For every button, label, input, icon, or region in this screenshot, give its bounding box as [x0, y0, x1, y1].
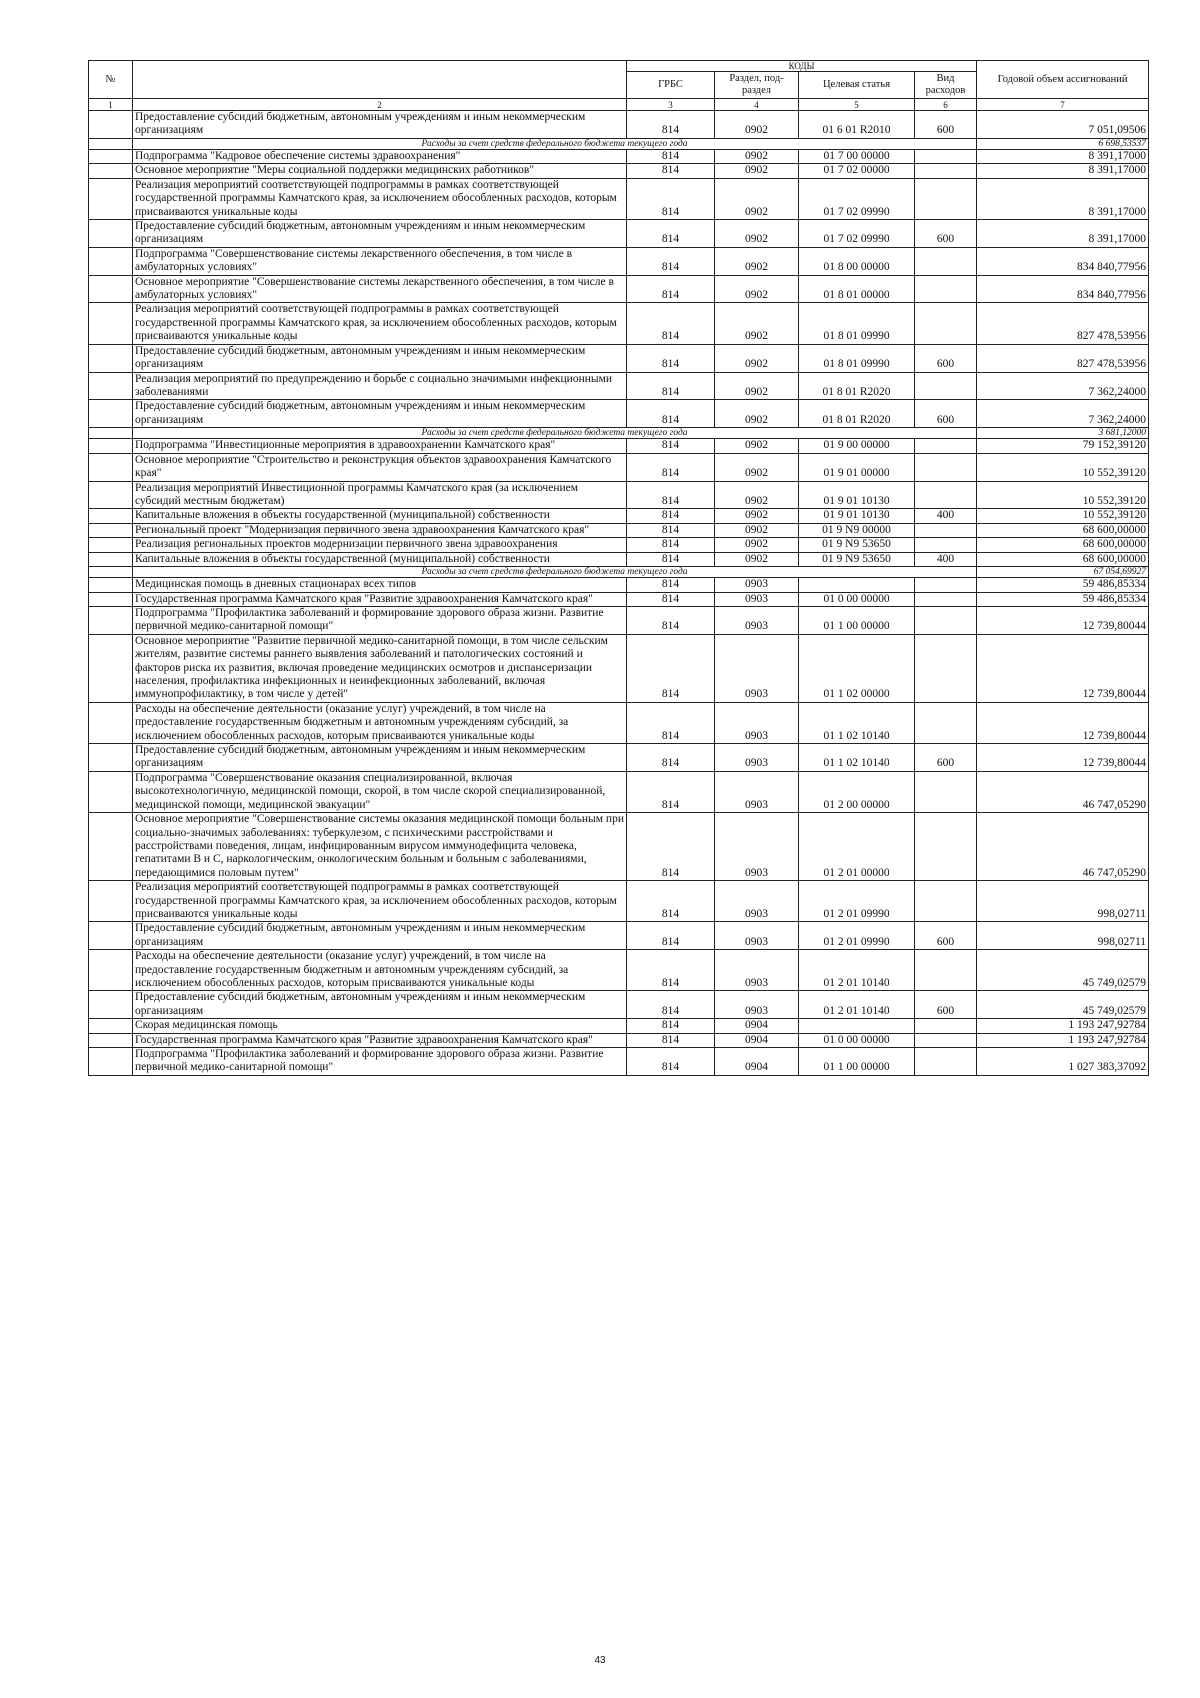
cell-target: 01 2 01 10140 [799, 991, 915, 1019]
cell-vid: 400 [915, 552, 977, 566]
cell-grbs: 814 [627, 303, 715, 344]
cell-vid [915, 178, 977, 219]
cell-name: Основное мероприятие "Совершенствование системы лекарственного обеспечения, в том числе в амбулаторных условиях" [133, 275, 627, 303]
cell-name: Скорая медицинская помощь [133, 1019, 627, 1033]
cell-grbs: 814 [627, 1048, 715, 1076]
cell-grbs: 814 [627, 578, 715, 592]
cell-num [89, 111, 133, 139]
cell-sum: 67 054,69927 [977, 567, 1149, 578]
cell-grbs: 814 [627, 881, 715, 922]
cell-grbs: 814 [627, 344, 715, 372]
header-razdel: Раздел, под-раздел [715, 72, 799, 99]
cell-target: 01 8 00 00000 [799, 247, 915, 275]
cell-name: Расходы за счет средств федерального бюджета текущего года [133, 138, 977, 149]
header-celevaya: Целевая статья [799, 72, 915, 99]
cell-target: 01 9 N9 53650 [799, 552, 915, 566]
cell-target: 01 8 01 R2020 [799, 400, 915, 428]
table-row [89, 439, 1149, 453]
cell-grbs: 814 [627, 950, 715, 991]
cell-name: Предоставление субсидий бюджетным, автономным учреждениям и иным некоммерческим организациям [133, 220, 627, 248]
colnum: 4 [715, 99, 799, 111]
table-row [89, 881, 1149, 922]
cell-target: 01 1 02 00000 [799, 634, 915, 702]
cell-vid [915, 702, 977, 743]
cell-razdel: 0902 [715, 275, 799, 303]
cell-vid: 600 [915, 991, 977, 1019]
cell-razdel: 0902 [715, 178, 799, 219]
cell-razdel: 0902 [715, 372, 799, 400]
cell-grbs: 814 [627, 702, 715, 743]
cell-name: Реализация мероприятий соответствующей подпрограммы в рамках соответствующей государственной программы Камчатского края, за исключением обособленных расходов, которым присваиваются уникальные коды [133, 881, 627, 922]
header-volume: Годовой объем ассигнований [977, 61, 1149, 99]
cell-razdel: 0903 [715, 881, 799, 922]
cell-num [89, 453, 133, 481]
cell-name: Подпрограмма "Совершенствование системы лекарственного обеспечения, в том числе в амбулаторных условиях" [133, 247, 627, 275]
cell-num [89, 1048, 133, 1076]
cell-target: 01 9 00 00000 [799, 439, 915, 453]
cell-razdel: 0903 [715, 950, 799, 991]
table-row [89, 607, 1149, 635]
cell-num [89, 592, 133, 606]
table-row [89, 164, 1149, 178]
cell-sum: 834 840,77956 [977, 275, 1149, 303]
cell-vid [915, 592, 977, 606]
table-row [89, 275, 1149, 303]
cell-vid [915, 453, 977, 481]
cell-name: Региональный проект "Модернизация первичного звена здравоохранения Камчатского края" [133, 523, 627, 537]
table-row [89, 592, 1149, 606]
cell-grbs: 814 [627, 922, 715, 950]
cell-name: Основное мероприятие "Строительство и реконструкция объектов здравоохранения Камчатского края" [133, 453, 627, 481]
cell-sum: 68 600,00000 [977, 552, 1149, 566]
cell-sum: 7 051,09506 [977, 111, 1149, 139]
budget-table-sheet [88, 60, 1148, 1076]
cell-sum: 12 739,80044 [977, 607, 1149, 635]
cell-target: 01 2 01 00000 [799, 813, 915, 881]
cell-grbs: 814 [627, 220, 715, 248]
cell-grbs: 814 [627, 439, 715, 453]
table-row [89, 303, 1149, 344]
cell-sum: 46 747,05290 [977, 813, 1149, 881]
cell-name: Реализация региональных проектов модернизации первичного звена здравоохранения [133, 538, 627, 552]
cell-num [89, 881, 133, 922]
cell-name: Подпрограмма "Совершенствование оказания специализированной, включая высокотехнологичную, медицинской помощи, скорой, в том числе скорой специализированной, медицинской помощи, медицинской эвакуации" [133, 771, 627, 812]
cell-num [89, 509, 133, 523]
cell-target: 01 7 02 09990 [799, 220, 915, 248]
cell-target: 01 9 01 10130 [799, 481, 915, 509]
cell-name: Основное мероприятие "Развитие первичной медико-санитарной помощи, в том числе сельским жителям, развитие системы раннего выявления заболеваний и патологических состояний и факторов риска их развития, включая проведение медицинских осмотров и диспансеризации населения, профилактика инфекционных и неинфекционных заболеваний, включая иммунопрофилактику, в том числе у детей" [133, 634, 627, 702]
cell-vid [915, 1048, 977, 1076]
cell-target: 01 1 02 10140 [799, 744, 915, 772]
table-row [89, 372, 1149, 400]
cell-razdel: 0903 [715, 592, 799, 606]
cell-vid: 400 [915, 509, 977, 523]
table-row [89, 538, 1149, 552]
header-name [133, 61, 627, 99]
cell-sum: 12 739,80044 [977, 744, 1149, 772]
cell-razdel: 0902 [715, 150, 799, 164]
cell-name: Подпрограмма "Профилактика заболеваний и формирование здорового образа жизни. Развитие первичной медико-санитарной помощи" [133, 1048, 627, 1076]
cell-name: Государственная программа Камчатского края "Развитие здравоохранения Камчатского края" [133, 1033, 627, 1047]
cell-name: Предоставление субсидий бюджетным, автономным учреждениям и иным некоммерческим организациям [133, 991, 627, 1019]
cell-razdel: 0902 [715, 453, 799, 481]
colnum: 5 [799, 99, 915, 111]
cell-name: Реализация мероприятий по предупреждению и борьбе с социально значимыми инфекционными заболеваниями [133, 372, 627, 400]
cell-razdel: 0902 [715, 481, 799, 509]
cell-target: 01 6 01 R2010 [799, 111, 915, 139]
cell-sum: 10 552,39120 [977, 481, 1149, 509]
cell-target: 01 7 02 00000 [799, 164, 915, 178]
cell-target: 01 8 01 09990 [799, 344, 915, 372]
cell-target: 01 2 01 09990 [799, 922, 915, 950]
cell-razdel: 0902 [715, 220, 799, 248]
cell-razdel: 0902 [715, 247, 799, 275]
cell-vid: 600 [915, 922, 977, 950]
colnum: 1 [89, 99, 133, 111]
cell-num [89, 150, 133, 164]
colnum: 7 [977, 99, 1149, 111]
cell-num [89, 1019, 133, 1033]
cell-num [89, 922, 133, 950]
cell-vid [915, 1019, 977, 1033]
cell-sum: 79 152,39120 [977, 439, 1149, 453]
cell-name: Капитальные вложения в объекты государственной (муниципальной) собственности [133, 552, 627, 566]
cell-razdel: 0902 [715, 552, 799, 566]
cell-vid: 600 [915, 220, 977, 248]
cell-sum: 8 391,17000 [977, 164, 1149, 178]
cell-sum: 45 749,02579 [977, 991, 1149, 1019]
cell-razdel: 0902 [715, 523, 799, 537]
cell-target: 01 1 00 00000 [799, 1048, 915, 1076]
table-row [89, 150, 1149, 164]
cell-razdel: 0904 [715, 1033, 799, 1047]
cell-num [89, 744, 133, 772]
cell-name: Предоставление субсидий бюджетным, автономным учреждениям и иным некоммерческим организациям [133, 400, 627, 428]
cell-name: Основное мероприятие "Совершенствование системы оказания медицинской помощи больным при социально-значимых заболеваниях: туберкулезом, с психическими расстройствами и расстройствами поведения, лицам, инфицированным вирусом иммунодефицита человека, гепатитами B и C, наркологическим, онкологическим больным и больным с заболеваниями, передающимися половым путем" [133, 813, 627, 881]
cell-vid [915, 813, 977, 881]
table-row [89, 702, 1149, 743]
cell-sum: 3 681,12000 [977, 428, 1149, 439]
table-subrow-federal [89, 138, 1149, 149]
cell-grbs: 814 [627, 275, 715, 303]
cell-sum: 10 552,39120 [977, 453, 1149, 481]
cell-num [89, 702, 133, 743]
cell-razdel: 0902 [715, 509, 799, 523]
header-vid: Вид расходов [915, 72, 977, 99]
cell-num [89, 220, 133, 248]
cell-vid [915, 150, 977, 164]
cell-grbs: 814 [627, 481, 715, 509]
cell-razdel: 0903 [715, 702, 799, 743]
colnum: 2 [133, 99, 627, 111]
cell-sum: 827 478,53956 [977, 344, 1149, 372]
cell-sum: 1 193 247,92784 [977, 1019, 1149, 1033]
table-row [89, 813, 1149, 881]
cell-vid: 600 [915, 344, 977, 372]
cell-target: 01 9 N9 00000 [799, 523, 915, 537]
cell-num [89, 538, 133, 552]
table-row [89, 1033, 1149, 1047]
cell-razdel: 0903 [715, 634, 799, 702]
table-row [89, 634, 1149, 702]
cell-razdel: 0903 [715, 607, 799, 635]
table-row [89, 578, 1149, 592]
cell-vid [915, 439, 977, 453]
table-subrow-federal [89, 428, 1149, 439]
cell-grbs: 814 [627, 247, 715, 275]
table-body [89, 111, 1149, 1076]
cell-vid [915, 950, 977, 991]
cell-target: 01 9 01 10130 [799, 509, 915, 523]
cell-num [89, 567, 133, 578]
cell-razdel: 0903 [715, 771, 799, 812]
cell-num [89, 303, 133, 344]
table-row [89, 247, 1149, 275]
cell-grbs: 814 [627, 813, 715, 881]
cell-target: 01 8 01 R2020 [799, 372, 915, 400]
cell-vid [915, 247, 977, 275]
cell-sum: 68 600,00000 [977, 523, 1149, 537]
cell-grbs: 814 [627, 453, 715, 481]
cell-grbs: 814 [627, 744, 715, 772]
cell-name: Основное мероприятие "Меры социальной поддержки медицинских работников" [133, 164, 627, 178]
cell-num [89, 344, 133, 372]
cell-num [89, 275, 133, 303]
cell-name: Расходы на обеспечение деятельности (оказание услуг) учреждений, в том числе на предоставление государственным бюджетным и автономным учреждениям субсидий, за исключением обособленных расходов, которым присваиваются уникальные коды [133, 950, 627, 991]
cell-grbs: 814 [627, 538, 715, 552]
cell-razdel: 0902 [715, 538, 799, 552]
cell-vid [915, 538, 977, 552]
cell-razdel: 0904 [715, 1048, 799, 1076]
cell-vid [915, 523, 977, 537]
cell-num [89, 428, 133, 439]
cell-name: Капитальные вложения в объекты государственной (муниципальной) собственности [133, 509, 627, 523]
cell-target: 01 9 N9 53650 [799, 538, 915, 552]
cell-grbs: 814 [627, 1019, 715, 1033]
table-subrow-federal [89, 567, 1149, 578]
cell-sum: 8 391,17000 [977, 178, 1149, 219]
cell-num [89, 400, 133, 428]
header-num: № [89, 61, 133, 99]
cell-sum: 834 840,77956 [977, 247, 1149, 275]
cell-vid [915, 372, 977, 400]
cell-num [89, 771, 133, 812]
cell-target: 01 8 01 09990 [799, 303, 915, 344]
cell-num [89, 607, 133, 635]
header-grbs: ГРБС [627, 72, 715, 99]
cell-target [799, 1019, 915, 1033]
cell-sum: 8 391,17000 [977, 220, 1149, 248]
cell-vid [915, 607, 977, 635]
cell-grbs: 814 [627, 400, 715, 428]
cell-num [89, 481, 133, 509]
cell-grbs: 814 [627, 634, 715, 702]
cell-razdel: 0903 [715, 922, 799, 950]
cell-sum: 10 552,39120 [977, 509, 1149, 523]
table-row [89, 509, 1149, 523]
cell-vid [915, 771, 977, 812]
cell-razdel: 0903 [715, 991, 799, 1019]
cell-target: 01 8 01 00000 [799, 275, 915, 303]
cell-name: Реализация мероприятий соответствующей подпрограммы в рамках соответствующей государственной программы Камчатского края, за исключением обособленных расходов, которым присваиваются уникальные коды [133, 178, 627, 219]
cell-target: 01 1 02 10140 [799, 702, 915, 743]
cell-grbs: 814 [627, 592, 715, 606]
cell-sum: 1 193 247,92784 [977, 1033, 1149, 1047]
cell-grbs: 814 [627, 111, 715, 139]
cell-grbs: 814 [627, 607, 715, 635]
cell-name: Предоставление субсидий бюджетным, автономным учреждениям и иным некоммерческим организациям [133, 344, 627, 372]
cell-vid [915, 481, 977, 509]
cell-sum: 8 391,17000 [977, 150, 1149, 164]
cell-razdel: 0902 [715, 400, 799, 428]
cell-vid [915, 275, 977, 303]
cell-num [89, 552, 133, 566]
cell-target: 01 2 01 09990 [799, 881, 915, 922]
cell-num [89, 164, 133, 178]
table-header [89, 61, 1149, 111]
table-row [89, 1048, 1149, 1076]
cell-name: Предоставление субсидий бюджетным, автономным учреждениям и иным некоммерческим организациям [133, 744, 627, 772]
budget-table [88, 60, 1149, 1076]
table-row [89, 344, 1149, 372]
cell-razdel: 0904 [715, 1019, 799, 1033]
cell-razdel: 0903 [715, 813, 799, 881]
cell-target: 01 7 02 09990 [799, 178, 915, 219]
cell-target: 01 9 01 00000 [799, 453, 915, 481]
cell-name: Предоставление субсидий бюджетным, автономным учреждениям и иным некоммерческим организациям [133, 922, 627, 950]
cell-num [89, 578, 133, 592]
cell-grbs: 814 [627, 164, 715, 178]
cell-name: Расходы за счет средств федерального бюджета текущего года [133, 428, 977, 439]
cell-name: Предоставление субсидий бюджетным, автономным учреждениям и иным некоммерческим организациям [133, 111, 627, 139]
cell-razdel: 0902 [715, 439, 799, 453]
cell-razdel: 0902 [715, 344, 799, 372]
cell-sum: 45 749,02579 [977, 950, 1149, 991]
table-row [89, 220, 1149, 248]
cell-grbs: 814 [627, 991, 715, 1019]
cell-name: Государственная программа Камчатского края "Развитие здравоохранения Камчатского края" [133, 592, 627, 606]
cell-num [89, 178, 133, 219]
cell-target: 01 0 00 00000 [799, 1033, 915, 1047]
cell-vid [915, 164, 977, 178]
cell-razdel: 0902 [715, 303, 799, 344]
cell-sum: 998,02711 [977, 922, 1149, 950]
cell-grbs: 814 [627, 1033, 715, 1047]
cell-vid [915, 881, 977, 922]
cell-razdel: 0902 [715, 111, 799, 139]
cell-num [89, 247, 133, 275]
cell-grbs: 814 [627, 150, 715, 164]
header-codes: КОДЫ [627, 61, 977, 72]
table-row [89, 744, 1149, 772]
table-row [89, 481, 1149, 509]
table-row [89, 400, 1149, 428]
table-row [89, 950, 1149, 991]
cell-sum: 1 027 383,37092 [977, 1048, 1149, 1076]
column-numbers-row [89, 99, 1149, 111]
cell-num [89, 950, 133, 991]
cell-num [89, 138, 133, 149]
cell-num [89, 991, 133, 1019]
cell-grbs: 814 [627, 178, 715, 219]
cell-vid [915, 634, 977, 702]
cell-sum: 998,02711 [977, 881, 1149, 922]
cell-num [89, 372, 133, 400]
page-number: 43 [594, 1655, 606, 1666]
colnum: 3 [627, 99, 715, 111]
cell-num [89, 1033, 133, 1047]
cell-sum: 59 486,85334 [977, 578, 1149, 592]
table-row [89, 523, 1149, 537]
cell-target: 01 1 00 00000 [799, 607, 915, 635]
cell-vid [915, 1033, 977, 1047]
cell-num [89, 634, 133, 702]
cell-name: Медицинская помощь в дневных стационарах всех типов [133, 578, 627, 592]
cell-razdel: 0903 [715, 578, 799, 592]
cell-num [89, 523, 133, 537]
cell-vid [915, 303, 977, 344]
table-row [89, 453, 1149, 481]
cell-grbs: 814 [627, 372, 715, 400]
cell-razdel: 0903 [715, 744, 799, 772]
cell-sum: 7 362,24000 [977, 400, 1149, 428]
table-row [89, 111, 1149, 139]
colnum: 6 [915, 99, 977, 111]
cell-name: Реализация мероприятий соответствующей подпрограммы в рамках соответствующей государственной программы Камчатского края, за исключением обособленных расходов, которым присваиваются уникальные коды [133, 303, 627, 344]
cell-vid: 600 [915, 111, 977, 139]
cell-target: 01 2 00 00000 [799, 771, 915, 812]
cell-target: 01 0 00 00000 [799, 592, 915, 606]
cell-name: Подпрограмма "Инвестиционные мероприятия в здравоохранении Камчатского края" [133, 439, 627, 453]
cell-target: 01 2 01 10140 [799, 950, 915, 991]
cell-sum: 827 478,53956 [977, 303, 1149, 344]
cell-num [89, 813, 133, 881]
cell-grbs: 814 [627, 771, 715, 812]
cell-name: Реализация мероприятий Инвестиционной программы Камчатского края (за исключением субсидий местным бюджетам) [133, 481, 627, 509]
cell-name: Подпрограмма "Кадровое обеспечение системы здравоохранения" [133, 150, 627, 164]
cell-target [799, 578, 915, 592]
cell-sum: 12 739,80044 [977, 634, 1149, 702]
table-row [89, 771, 1149, 812]
cell-sum: 12 739,80044 [977, 702, 1149, 743]
cell-sum: 7 362,24000 [977, 372, 1149, 400]
cell-grbs: 814 [627, 552, 715, 566]
cell-grbs: 814 [627, 509, 715, 523]
cell-vid [915, 578, 977, 592]
cell-name: Расходы за счет средств федерального бюджета текущего года [133, 567, 977, 578]
cell-vid: 600 [915, 400, 977, 428]
cell-sum: 6 698,53537 [977, 138, 1149, 149]
cell-num [89, 439, 133, 453]
table-row [89, 552, 1149, 566]
cell-name: Подпрограмма "Профилактика заболеваний и формирование здорового образа жизни. Развитие первичной медико-санитарной помощи" [133, 607, 627, 635]
cell-sum: 46 747,05290 [977, 771, 1149, 812]
cell-razdel: 0902 [715, 164, 799, 178]
cell-name: Расходы на обеспечение деятельности (оказание услуг) учреждений, в том числе на предоставление государственным бюджетным и автономным учреждениям субсидий, за исключением обособленных расходов, которым присваиваются уникальные коды [133, 702, 627, 743]
cell-grbs: 814 [627, 523, 715, 537]
table-row [89, 991, 1149, 1019]
cell-target: 01 7 00 00000 [799, 150, 915, 164]
cell-sum: 59 486,85334 [977, 592, 1149, 606]
table-row [89, 178, 1149, 219]
table-row [89, 922, 1149, 950]
cell-vid: 600 [915, 744, 977, 772]
cell-sum: 68 600,00000 [977, 538, 1149, 552]
table-row [89, 1019, 1149, 1033]
